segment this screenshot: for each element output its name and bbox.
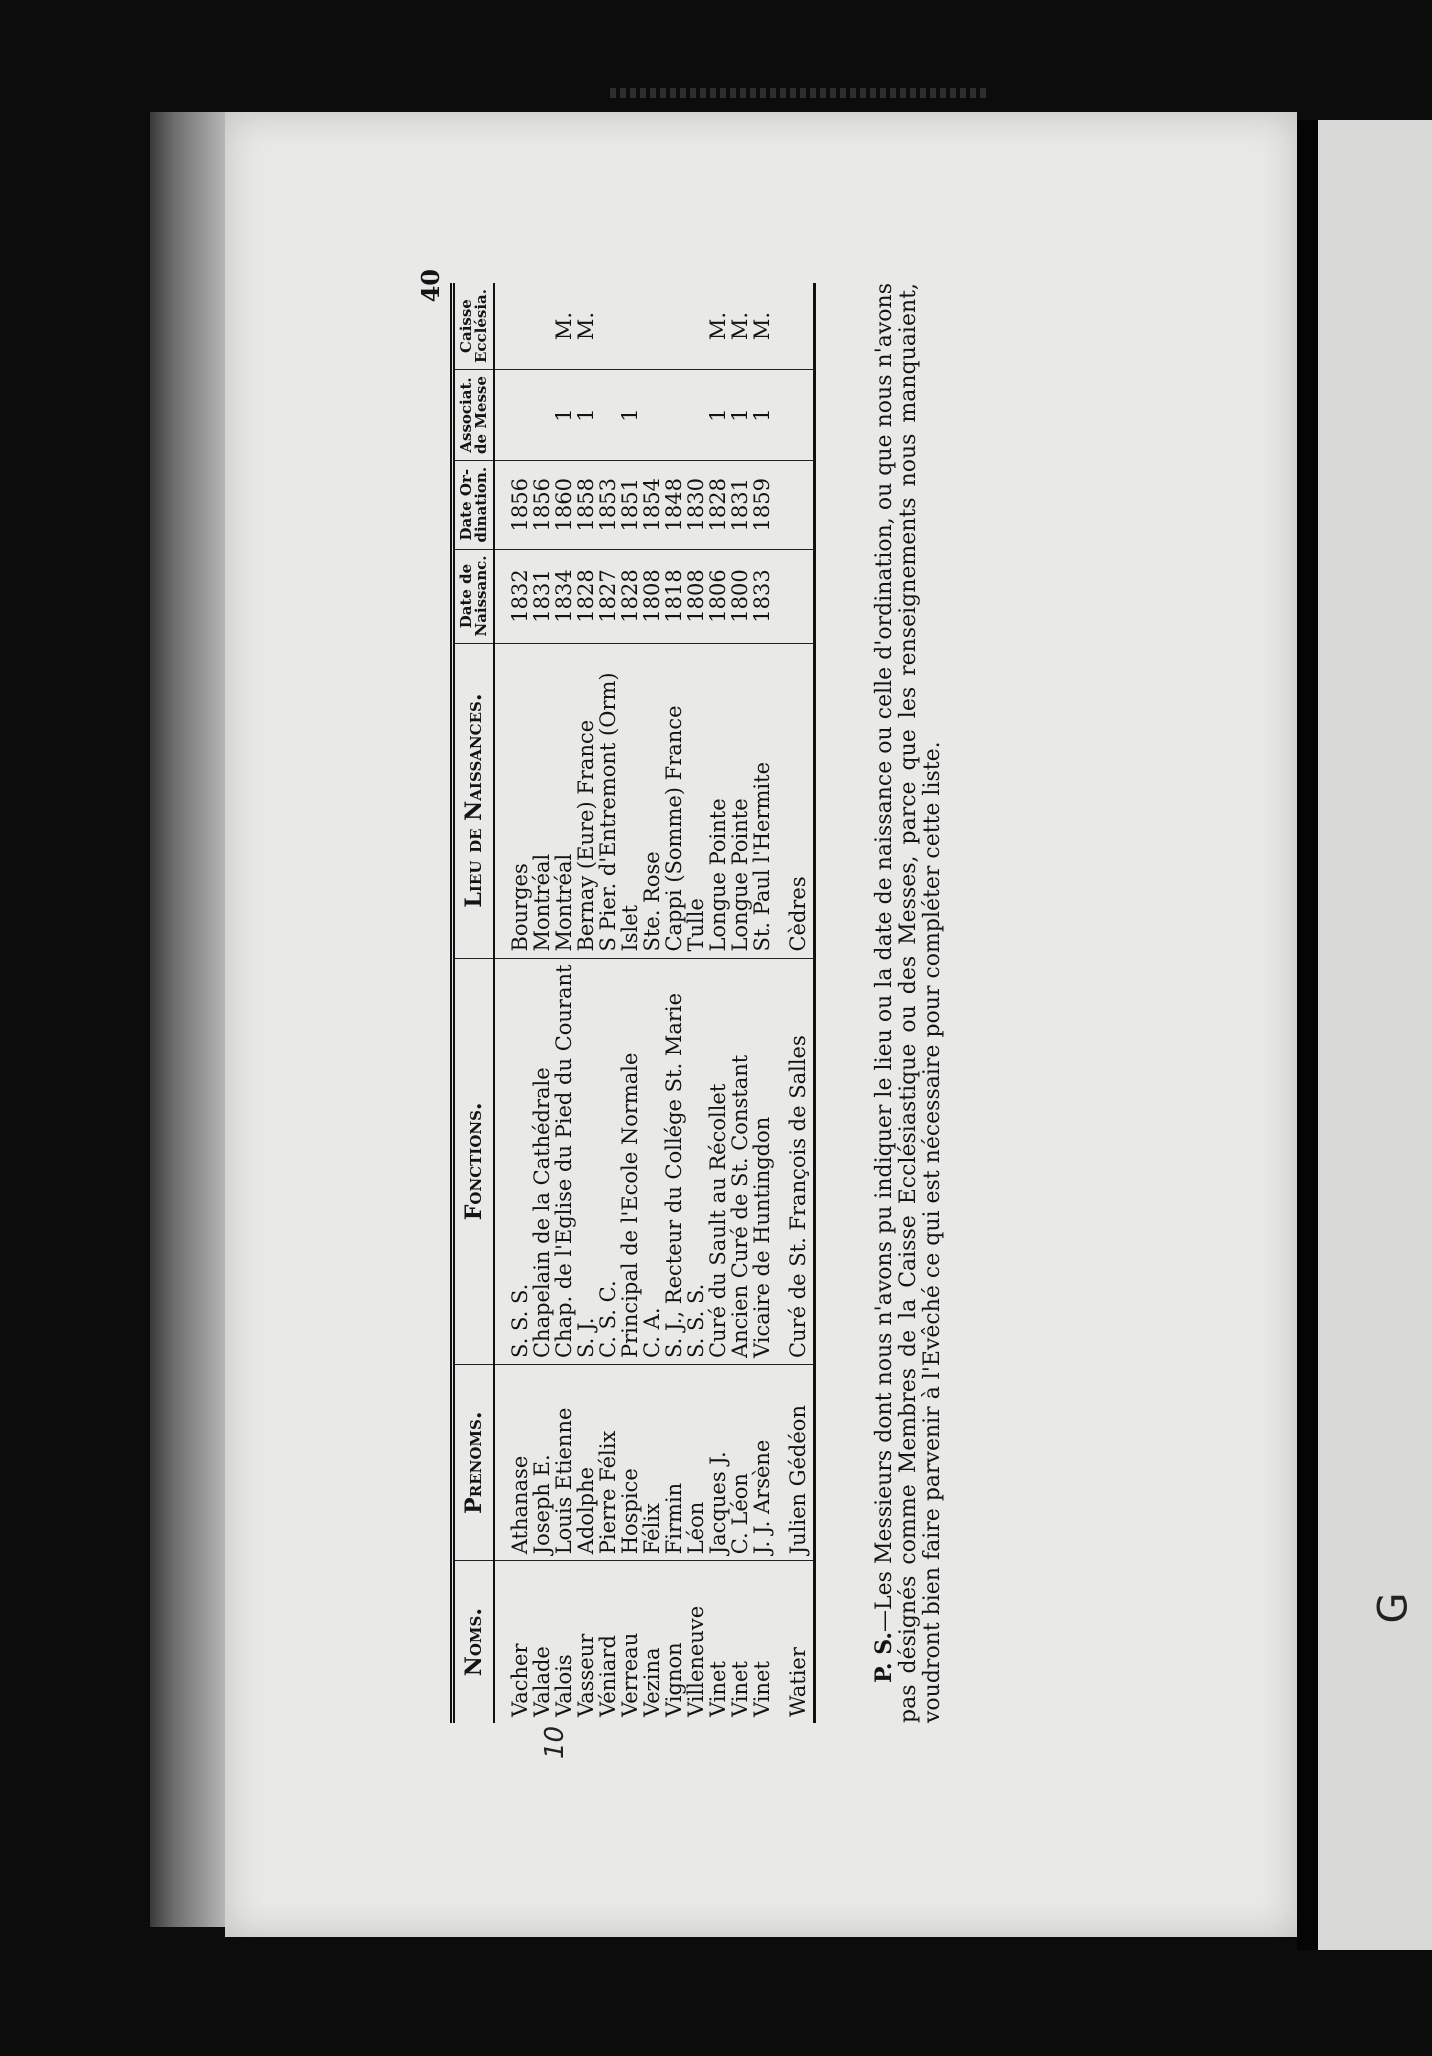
cell-naiss: 1808 [641,549,663,643]
cell-naiss: 1808 [685,549,707,643]
cell-lieu: Tulle [685,643,707,958]
cell-nom: Véniard [596,1635,620,1717]
table-row [597,283,619,1723]
header-noms: Noms. [453,1561,495,1723]
cell-ord: 1854 [641,460,663,549]
cell-caisse [641,283,663,370]
header-caisse: Caisse Ecclésia. [453,283,495,370]
cell-assoc: 1 [575,370,597,461]
cell-lieu: Islet [619,643,641,958]
cell-ord: 1830 [685,460,707,549]
postscript-text: —Les Messieurs dont nous n'avons pu indiquer le lieu ou la date de naissance ou celle d'ordination, ou que nous n'avons pas désignés comme Membres de la Caisse Ecclésiastique ou des Messes, parce que les renseignements nous manquaient, voudront bien faire parvenir à l'Evêché ce qui est nécessaire pour compléter cette liste. [872,283,945,1723]
cell-lieu: Longue Pointe [729,643,751,958]
cell-naiss: 1834 [553,549,575,643]
header-date-naissance: Date de Naissanc. [453,549,495,643]
postscript-note [872,283,945,1723]
table-row [575,283,597,1723]
cell-assoc [685,370,707,461]
cell-ord: 1860 [553,460,575,549]
cell-lieu: Montréal [531,643,553,958]
table-row [787,283,815,1723]
cell-caisse [663,283,685,370]
cell-fonction: S. J., Recteur du Collége St. Marie [663,958,685,1364]
postscript-label: P. S. [871,1631,897,1683]
cell-naiss [787,549,815,643]
cell-assoc: 1 [707,370,729,461]
handwritten-margin-mark: G [1370,1592,1417,1624]
cell-fonction: Curé de St. François de Salles [787,958,815,1364]
cell-fonction: Chap. de l'Eglise du Pied du Courant [553,958,575,1364]
cell-lieu: S Pier. d'Entremont (Orm) [597,643,619,958]
cell-lieu: Longue Pointe [707,643,729,958]
cell-prenom: Hospice [619,1365,641,1561]
cell-fonction: S. S. S. [509,958,531,1364]
cell-nom: Vinet [706,1661,730,1717]
cell-naiss: 1833 [751,549,773,643]
cell-nom: Vignon [662,1642,686,1717]
cell-lieu: Montréal [553,643,575,958]
cell-assoc: 1 [553,370,575,461]
cell-naiss: 1832 [509,549,531,643]
cell-fonction: C. A. [641,958,663,1364]
cell-naiss: 1828 [619,549,641,643]
book-spine [150,112,230,1927]
cell-ord: 1856 [509,460,531,549]
cell-prenom: Léon [685,1365,707,1561]
facing-page-edge [1318,120,1432,1950]
cell-nom: Vezina [640,1647,664,1717]
cell-ord: 1858 [575,460,597,549]
cell-nom: Verreau [618,1632,642,1717]
cell-ord: 1853 [597,460,619,549]
top-edge-marks [610,88,990,98]
cell-caisse [787,283,815,370]
cell-prenom: Félix [641,1365,663,1561]
cell-assoc [597,370,619,461]
cell-caisse: M. [553,283,575,370]
cell-naiss: 1800 [729,549,751,643]
cell-prenom: Adolphe [575,1365,597,1561]
cell-assoc [787,370,815,461]
page-number: 40 [416,269,445,303]
cell-assoc [509,370,531,461]
cell-caisse [531,283,553,370]
header-prenoms: Prenoms. [453,1365,495,1561]
cell-lieu: Bernay (Eure) France [575,643,597,958]
cell-prenom: Athanase [509,1365,531,1561]
table-row [619,283,641,1723]
cell-assoc: 1 [619,370,641,461]
table-row [641,283,663,1723]
cell-fonction: Chapelain de la Cathédrale [531,958,553,1364]
cell-nom: Vinet [728,1661,752,1717]
cell-prenom: Julien Gédéon [787,1365,815,1561]
cell-ord: 1856 [531,460,553,549]
cell-prenom: J. J. Arsène [751,1365,773,1561]
cell-nom: Watier [787,1561,815,1723]
cell-caisse [597,283,619,370]
table-row [663,283,685,1723]
cell-fonction: Ancien Curé de St. Constant [729,958,751,1364]
cell-prenom: Pierre Félix [597,1365,619,1561]
cell-fonction: S. J. [575,958,597,1364]
header-fonctions: Fonctions. [453,958,495,1364]
cell-nom: Vacher [508,1643,532,1717]
header-associat: Associat. de Messe [453,370,495,461]
cell-naiss: 1827 [597,549,619,643]
table-row [553,283,575,1723]
cell-assoc [641,370,663,461]
cell-nom: Valade [530,1646,554,1717]
clergy-roster-table [450,283,816,1723]
cell-naiss: 1818 [663,549,685,643]
cell-ord: 1831 [729,460,751,549]
header-date-ordination: Date Or-dination. [453,460,495,549]
cell-nom: Villeneuve [684,1605,708,1717]
cell-lieu: St. Paul l'Hermite [751,643,773,958]
cell-prenom: Louis Etienne [553,1365,575,1561]
cell-fonction: Principal de l'Ecole Normale [619,958,641,1364]
handwritten-margin-number: 10 [540,1725,570,1759]
cell-naiss: 1828 [575,549,597,643]
cell-ord: 1859 [751,460,773,549]
cell-fonction: Vicaire de Huntingdon [751,958,773,1364]
cell-nom: Vinet [750,1661,774,1717]
table-row [751,283,773,1723]
cell-caisse: M. [729,283,751,370]
table-header-row [453,283,495,1723]
cell-lieu: Bourges [509,643,531,958]
cell-caisse [509,283,531,370]
cell-prenom: Joseph E. [531,1365,553,1561]
table-row [685,283,707,1723]
header-lieu: Lieu de Naissances. [453,643,495,958]
table-row [729,283,751,1723]
cell-ord: 1848 [663,460,685,549]
cell-ord: 1828 [707,460,729,549]
cell-assoc [663,370,685,461]
cell-caisse [619,283,641,370]
cell-naiss: 1806 [707,549,729,643]
cell-assoc: 1 [751,370,773,461]
cell-lieu: Ste. Rose [641,643,663,958]
cell-prenom: Jacques J. [707,1365,729,1561]
table-row [707,283,729,1723]
cell-fonction: C. S. C. [597,958,619,1364]
cell-ord: 1851 [619,460,641,549]
table-row [509,283,531,1723]
cell-prenom: C. Léon [729,1365,751,1561]
rotated-page-content [416,263,980,1759]
cell-nom: Vasseur [574,1633,598,1717]
cell-prenom: Firmin [663,1365,685,1561]
cell-fonction: S. S. S. [685,958,707,1364]
cell-caisse: M. [707,283,729,370]
table-body [494,283,815,1723]
table-row [531,283,553,1723]
cell-assoc [531,370,553,461]
page-gutter [1297,120,1318,1950]
cell-lieu: Cappi (Somme) France [663,643,685,958]
cell-caisse [685,283,707,370]
cell-ord [787,460,815,549]
cell-caisse: M. [751,283,773,370]
cell-naiss: 1831 [531,549,553,643]
cell-lieu: Cèdres [787,643,815,958]
cell-assoc: 1 [729,370,751,461]
cell-nom: Valois [552,1654,576,1717]
cell-fonction: Curé du Sault au Récollet [707,958,729,1364]
cell-caisse: M. [575,283,597,370]
